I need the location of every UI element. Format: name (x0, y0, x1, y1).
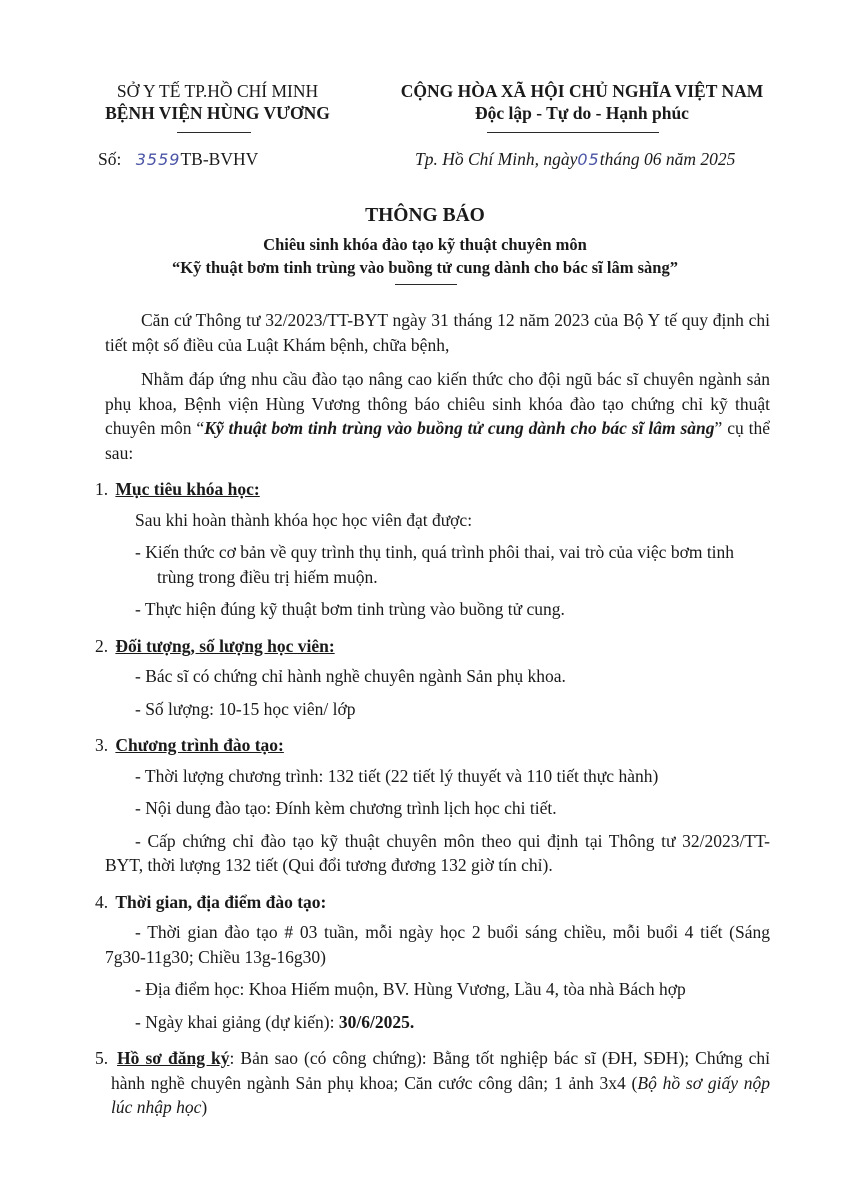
org-underline (177, 132, 251, 133)
section-number: 4. (95, 891, 109, 912)
purpose-text-end: ” cụ thể sau: (105, 418, 770, 463)
motto-underline (487, 132, 659, 133)
program-item: - Nội dung đào tạo: Đính kèm chương trình lịch học chi tiết. (135, 798, 557, 818)
section-schedule-heading (95, 890, 770, 915)
section-number: 1. (95, 479, 109, 499)
objective-item: - Thực hiện đúng kỹ thuật bơm tinh trùng vào buồng tử cung. (135, 599, 565, 619)
section-program-heading (95, 733, 770, 758)
schedule-item: - Thời gian đào tạo # 03 tuần, mỗi ngày học 2 buổi sáng chiều, mỗi buổi 4 tiết (Sáng 7g30-11g30; Chiều 13g-16g30) (105, 922, 770, 967)
date-day-handwritten: 05 (577, 150, 600, 169)
doc-number-handwritten: 3559 (135, 150, 181, 169)
doc-number-label: Số: (98, 149, 122, 169)
purpose-paragraph (105, 367, 770, 465)
section-title: Thời gian, địa điểm đào tạo: (115, 891, 327, 912)
opening-date-label: - Ngày khai giảng (dự kiến): (135, 1011, 339, 1032)
org-parent: SỞ Y TẾ TP.HỒ CHÍ MINH (116, 81, 319, 101)
course-name: Kỹ thuật bơm tinh trùng vào buồng tử cung dành cho bác sĩ lâm sàng (204, 418, 715, 438)
date-prefix: Tp. Hồ Chí Minh, ngày (415, 149, 578, 169)
doc-number-suffix: TB-BVHV (180, 149, 259, 169)
schedule-item: - Địa điểm học: Khoa Hiếm muộn, BV. Hùng Vương, Lầu 4, tòa nhà Bách hợp (135, 979, 686, 999)
section-title: Mục tiêu khóa học: (115, 479, 260, 499)
motto: Độc lập - Tự do - Hạnh phúc (475, 103, 689, 123)
section-title: Đối tượng, số lượng học viên: (115, 635, 335, 656)
participants-item: - Bác sĩ có chứng chỉ hành nghề chuyên ngành Sản phụ khoa. (135, 666, 566, 686)
section-number: 2. (95, 635, 109, 656)
opening-date: 30/6/2025. (338, 1011, 415, 1032)
nation-name: CỘNG HÒA XÃ HỘI CHỦ NGHĨA VIỆT NAM (400, 81, 764, 101)
org-name: BỆNH VIỆN HÙNG VƯƠNG (105, 103, 330, 123)
document-body (95, 308, 771, 1130)
section-objectives-heading (95, 477, 770, 502)
document-number (98, 147, 258, 172)
section-number: 5. (95, 1048, 109, 1068)
section-registration (95, 1046, 770, 1120)
document-subtitle-1: Chiêu sinh khóa đào tạo kỹ thuật chuyên môn (263, 235, 587, 254)
registration-text: : Bản sao (có công chứng): Bằng tốt nghiệp bác sĩ (ĐH, SĐH); Chứng chỉ hành nghề chuyên ngành Sản phụ khoa; Căn cước công dân; 1 ảnh 3x4 ( (111, 1048, 771, 1093)
section-number: 3. (95, 735, 109, 755)
document-subtitle-2: “Kỹ thuật bơm tinh trùng vào buồng tử cung dành cho bác sĩ lâm sàng” (172, 258, 678, 277)
issue-date (415, 147, 735, 172)
document-title: THÔNG BÁO (365, 205, 485, 226)
program-item: - Thời lượng chương trình: 132 tiết (22 tiết lý thuyết và 110 tiết thực hành) (135, 765, 659, 786)
objective-item: - Kiến thức cơ bản về quy trình thụ tinh, quá trình phôi thai, vai trò của việc bơm tinh trùng trong điều trị hiếm muộn. (135, 542, 735, 587)
section-title: Chương trình đào tạo: (115, 735, 284, 755)
date-suffix: tháng 06 năm 2025 (599, 149, 736, 169)
purpose-text: Nhằm đáp ứng nhu cầu đào tạo nâng cao kiến thức cho đội ngũ bác sĩ chuyên ngành sản phụ khoa, Bệnh viện Hùng Vương thông báo chiêu sinh khóa đào tạo chứng chỉ kỹ thuật chuyên môn “ (105, 369, 770, 438)
national-motto (372, 80, 792, 124)
objectives-lead: Sau khi hoàn thành khóa học học viên đạt được: (135, 509, 473, 530)
registration-note: Bộ hồ sơ giấy nộp lúc nhập học (111, 1072, 770, 1117)
schedule-item (105, 1010, 770, 1035)
legal-basis-paragraph: Căn cứ Thông tư 32/2023/TT-BYT ngày 31 tháng 12 năm 2023 của Bộ Y tế quy định chi tiết một số điều của Luật Khám bệnh, chữa bệnh, (105, 310, 770, 355)
participants-item: - Số lượng: 10-15 học viên/ lớp (135, 698, 356, 719)
section-participants-heading (95, 634, 770, 659)
section-title: Hồ sơ đăng ký (117, 1048, 230, 1068)
issuing-organization (80, 80, 355, 124)
title-underline (395, 284, 457, 285)
registration-close: ) (201, 1097, 208, 1117)
program-item: - Cấp chứng chỉ đào tạo kỹ thuật chuyên môn theo qui định tại Thông tư 32/2023/TT-BYT, thời lượng 132 tiết (Qui đổi tương đương 132 giờ tín chỉ). (105, 830, 770, 875)
